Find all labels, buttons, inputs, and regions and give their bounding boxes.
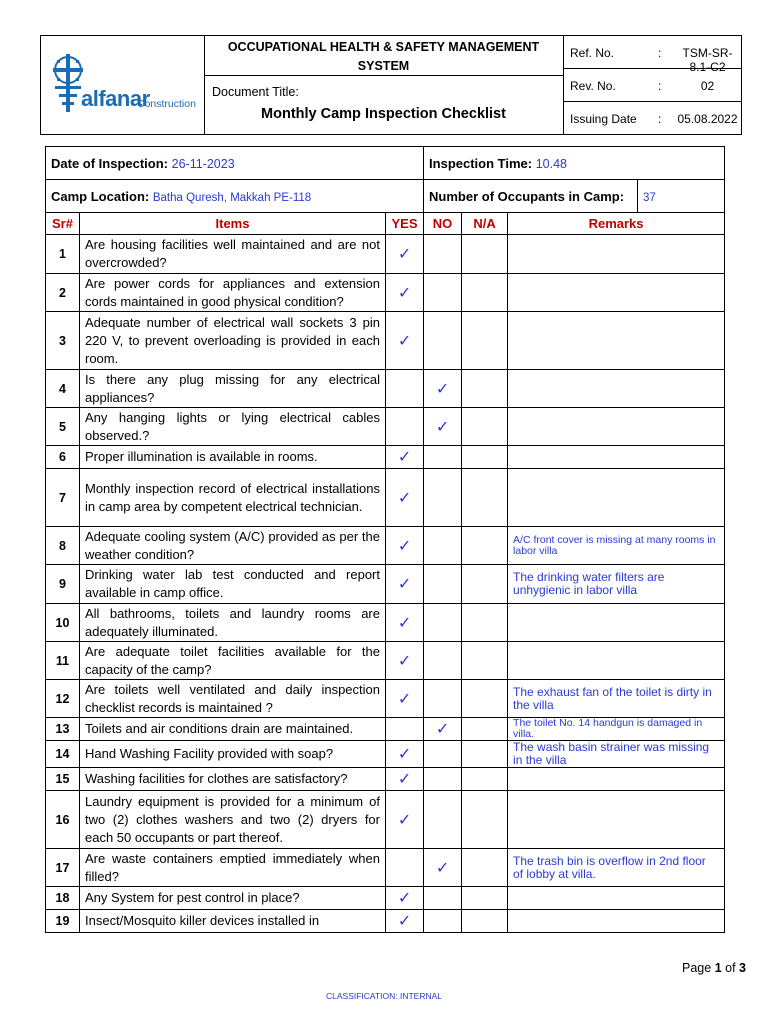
header-sr: Sr# xyxy=(46,213,80,235)
answer-yes-cell[interactable] xyxy=(386,235,424,274)
header-yes: YES xyxy=(386,213,424,235)
occupants-value[interactable]: 37 xyxy=(643,191,656,204)
inspection-time-cell xyxy=(424,147,725,180)
row-remark[interactable] xyxy=(508,446,725,469)
table-row xyxy=(46,235,725,274)
camp-location-row xyxy=(46,180,725,213)
answer-yes-cell[interactable] xyxy=(386,768,424,791)
answer-na-cell[interactable] xyxy=(462,274,508,312)
table-row xyxy=(46,527,725,565)
answer-na-cell[interactable] xyxy=(462,446,508,469)
row-remark[interactable]: A/C front cover is missing at many rooms in labor villa xyxy=(508,527,725,565)
answer-no-cell[interactable] xyxy=(424,741,462,768)
header-remarks: Remarks xyxy=(508,213,725,235)
page-current: 1 xyxy=(714,961,722,975)
answer-no-cell[interactable] xyxy=(424,791,462,849)
answer-na-cell[interactable] xyxy=(462,849,508,887)
checkmark-icon: ✓ xyxy=(397,690,412,708)
row-number: 12 xyxy=(46,680,80,718)
document-title: Monthly Camp Inspection Checklist xyxy=(261,106,506,122)
checkmark-icon: ✓ xyxy=(435,380,450,398)
row-item-text: Adequate number of electrical wall sockets 3 pin 220 V, to prevent overloading is provided in each room. xyxy=(80,312,386,370)
row-remark[interactable] xyxy=(508,604,725,642)
row-remark[interactable] xyxy=(508,791,725,849)
logo-wordmark: alfanar xyxy=(81,86,150,111)
row-number: 11 xyxy=(46,642,80,680)
row-remark[interactable] xyxy=(508,312,725,370)
table-row xyxy=(46,565,725,604)
row-number: 7 xyxy=(46,469,80,527)
answer-no-cell[interactable] xyxy=(424,235,462,274)
table-row xyxy=(46,446,725,469)
answer-yes-cell[interactable] xyxy=(386,887,424,910)
answer-na-cell[interactable] xyxy=(462,718,508,741)
checkmark-icon: ✓ xyxy=(435,859,450,877)
checkmark-icon: ✓ xyxy=(397,746,412,763)
header-items: Items xyxy=(80,213,386,235)
page-of: of xyxy=(725,961,736,975)
answer-na-cell[interactable] xyxy=(462,768,508,791)
answer-yes-cell[interactable] xyxy=(386,791,424,849)
row-number: 4 xyxy=(46,370,80,408)
rev-no-label: Rev. No. xyxy=(570,79,616,93)
row-item-text: Are toilets well ventilated and daily inspection checklist records is maintained ? xyxy=(80,680,386,718)
checkmark-icon: ✓ xyxy=(397,449,412,466)
answer-yes-cell[interactable] xyxy=(386,446,424,469)
checkmark-icon: ✓ xyxy=(435,721,450,738)
row-number: 17 xyxy=(46,849,80,887)
checkmark-icon: ✓ xyxy=(435,418,450,436)
answer-no-cell[interactable] xyxy=(424,849,462,887)
row-item-text: Monthly inspection record of electrical installations in camp area by competent electrical technician. xyxy=(80,469,386,527)
answer-yes-cell[interactable] xyxy=(386,604,424,642)
row-item-text: Washing facilities for clothes are satisfactory? xyxy=(80,768,386,791)
classification-label: CLASSIFICATION: INTERNAL xyxy=(325,991,443,1001)
answer-yes-cell[interactable] xyxy=(386,274,424,312)
answer-no-cell[interactable] xyxy=(424,446,462,469)
table-header-row xyxy=(46,213,725,235)
row-number: 3 xyxy=(46,312,80,370)
ref-no-value: TSM-SR-8.1-C2 xyxy=(682,46,733,74)
checkmark-icon: ✓ xyxy=(397,614,412,632)
row-number: 19 xyxy=(46,910,80,933)
row-number: 9 xyxy=(46,565,80,604)
table-row xyxy=(46,604,725,642)
checkmark-icon: ✓ xyxy=(397,576,412,593)
answer-no-cell[interactable] xyxy=(424,274,462,312)
table-row xyxy=(46,642,725,680)
answer-na-cell[interactable] xyxy=(462,565,508,604)
rev-no-row xyxy=(564,69,741,102)
answer-na-cell[interactable] xyxy=(462,312,508,370)
row-item-text: Hand Washing Facility provided with soap? xyxy=(80,741,386,768)
checkmark-icon: ✓ xyxy=(397,332,412,350)
header-na: N/A xyxy=(462,213,508,235)
table-row xyxy=(46,741,725,768)
checkmark-icon: ✓ xyxy=(397,537,412,555)
answer-yes-cell[interactable] xyxy=(386,312,424,370)
row-remark[interactable] xyxy=(508,887,725,910)
table-row xyxy=(46,910,725,933)
answer-no-cell[interactable] xyxy=(424,910,462,933)
occupants-value-cell xyxy=(638,180,725,213)
row-item-text: Are waste containers emptied immediately when filled? xyxy=(80,849,386,887)
row-number: 1 xyxy=(46,235,80,274)
checkmark-icon: ✓ xyxy=(397,890,412,907)
checkmark-icon: ✓ xyxy=(397,771,412,788)
row-item-text: Proper illumination is available in rooms. xyxy=(80,446,386,469)
row-item-text: All bathrooms, toilets and laundry rooms are adequately illuminated. xyxy=(80,604,386,642)
checkmark-icon: ✓ xyxy=(397,913,412,930)
occupants-label-cell xyxy=(424,180,638,213)
answer-na-cell[interactable] xyxy=(462,741,508,768)
table-row xyxy=(46,768,725,791)
system-title: OCCUPATIONAL HEALTH & SAFETY MANAGEMENT SYSTEM xyxy=(204,36,564,76)
answer-na-cell[interactable] xyxy=(462,370,508,408)
answer-na-cell[interactable] xyxy=(462,910,508,933)
checkmark-icon: ✓ xyxy=(397,811,412,829)
row-number: 2 xyxy=(46,274,80,312)
row-remark[interactable]: The drinking water filters are unhygienic in labor villa xyxy=(508,565,725,604)
row-number: 8 xyxy=(46,527,80,565)
inspection-time-value[interactable]: 10.48 xyxy=(535,156,567,171)
row-item-text: Adequate cooling system (A/C) provided as per the weather condition? xyxy=(80,527,386,565)
answer-no-cell[interactable] xyxy=(424,469,462,527)
answer-na-cell[interactable] xyxy=(462,408,508,446)
row-number: 6 xyxy=(46,446,80,469)
checkmark-icon: ✓ xyxy=(397,284,412,302)
table-row xyxy=(46,718,725,741)
inspection-date-value[interactable]: 26-11-2023 xyxy=(171,156,235,171)
document-title-label: Document Title: xyxy=(212,85,299,99)
answer-no-cell[interactable] xyxy=(424,527,462,565)
answer-na-cell[interactable] xyxy=(462,235,508,274)
answer-na-cell[interactable] xyxy=(462,527,508,565)
row-remark[interactable] xyxy=(508,910,725,933)
row-remark[interactable] xyxy=(508,768,725,791)
row-item-text: Any System for pest control in place? xyxy=(80,887,386,910)
row-item-text: Toilets and air conditions drain are maintained. xyxy=(80,718,386,741)
issuing-date-value: 05.08.2022 xyxy=(677,112,738,126)
row-remark[interactable]: The exhaust fan of the toilet is dirty in the villa xyxy=(508,680,725,718)
inspection-checklist-table xyxy=(45,146,725,933)
answer-no-cell[interactable] xyxy=(424,408,462,446)
answer-na-cell[interactable] xyxy=(462,604,508,642)
row-item-text: Insect/Mosquito killer devices installed in xyxy=(80,910,386,933)
rev-no-value: 02 xyxy=(700,79,715,93)
document-title-cell xyxy=(204,76,564,134)
ref-no-label: Ref. No. xyxy=(570,46,615,60)
alfanar-logo-icon xyxy=(53,54,83,112)
camp-location-cell xyxy=(46,180,424,213)
header-no: NO xyxy=(424,213,462,235)
row-number: 18 xyxy=(46,887,80,910)
answer-no-cell[interactable] xyxy=(424,768,462,791)
issuing-date-label: Issuing Date xyxy=(570,112,637,126)
answer-yes-cell[interactable] xyxy=(386,849,424,887)
answer-yes-cell[interactable] xyxy=(386,741,424,768)
table-row xyxy=(46,887,725,910)
answer-na-cell[interactable] xyxy=(462,642,508,680)
row-number: 15 xyxy=(46,768,80,791)
answer-yes-cell[interactable] xyxy=(386,408,424,446)
answer-na-cell[interactable] xyxy=(462,469,508,527)
logo-subtext: Construction xyxy=(137,98,196,110)
logo-cell xyxy=(41,36,205,134)
row-remark[interactable]: The toilet No. 14 handgun is damaged in villa. xyxy=(508,718,725,741)
camp-location-label: Camp Location: xyxy=(51,188,150,204)
row-remark[interactable] xyxy=(508,274,725,312)
document-header xyxy=(40,35,742,135)
answer-na-cell[interactable] xyxy=(462,887,508,910)
answer-no-cell[interactable] xyxy=(424,312,462,370)
answer-no-cell[interactable] xyxy=(424,604,462,642)
answer-yes-cell[interactable] xyxy=(386,527,424,565)
checkmark-icon: ✓ xyxy=(397,489,412,507)
answer-na-cell[interactable] xyxy=(462,680,508,718)
row-item-text: Laundry equipment is provided for a minimum of two (2) clothes washers and two (2) dryers for each 50 occupants or part thereof. xyxy=(80,791,386,849)
row-remark[interactable] xyxy=(508,408,725,446)
answer-no-cell[interactable] xyxy=(424,680,462,718)
row-number: 5 xyxy=(46,408,80,446)
table-row xyxy=(46,469,725,527)
checkmark-icon: ✓ xyxy=(397,246,412,263)
row-remark[interactable]: The trash bin is overflow in 2nd floor of lobby at villa. xyxy=(508,849,725,887)
occupants-label: Number of Occupants in Camp: xyxy=(429,188,625,204)
row-number: 13 xyxy=(46,718,80,741)
answer-yes-cell[interactable] xyxy=(386,718,424,741)
row-item-text: Are power cords for appliances and extension cords maintained in good physical condition? xyxy=(80,274,386,312)
row-item-text: Is there any plug missing for any electrical appliances? xyxy=(80,370,386,408)
ref-no-row xyxy=(564,36,741,74)
answer-yes-cell[interactable] xyxy=(386,680,424,718)
row-number: 14 xyxy=(46,741,80,768)
row-number: 16 xyxy=(46,791,80,849)
answer-yes-cell[interactable] xyxy=(386,370,424,408)
page-prefix: Page xyxy=(682,961,712,975)
row-remark[interactable] xyxy=(508,642,725,680)
table-row xyxy=(46,408,725,446)
row-item-text: Any hanging lights or lying electrical cables observed.? xyxy=(80,408,386,446)
table-row xyxy=(46,274,725,312)
table-row xyxy=(46,312,725,370)
row-item-text: Are adequate toilet facilities available for the capacity of the camp? xyxy=(80,642,386,680)
table-row xyxy=(46,791,725,849)
inspection-date-label: Date of Inspection: xyxy=(51,155,169,171)
inspection-date-row xyxy=(46,147,725,180)
page-total: 3 xyxy=(739,961,746,975)
inspection-time-label: Inspection Time: xyxy=(429,155,533,171)
answer-no-cell[interactable] xyxy=(424,642,462,680)
row-number: 10 xyxy=(46,604,80,642)
table-row xyxy=(46,680,725,718)
camp-location-value[interactable]: Batha Quresh, Makkah PE-118 xyxy=(152,191,312,204)
answer-yes-cell[interactable] xyxy=(386,910,424,933)
inspection-date-cell xyxy=(46,147,424,180)
rev-no-colon: : xyxy=(658,79,662,93)
table-row xyxy=(46,849,725,887)
issuing-date-row xyxy=(564,102,741,134)
ref-no-colon: : xyxy=(658,46,662,60)
row-remark[interactable]: The wash basin strainer was missing in the villa xyxy=(508,741,725,768)
row-item-text: Are housing facilities well maintained and are not overcrowded? xyxy=(80,235,386,274)
row-item-text: Drinking water lab test conducted and report available in camp office. xyxy=(80,565,386,604)
answer-na-cell[interactable] xyxy=(462,791,508,849)
issuing-date-colon: : xyxy=(658,112,662,126)
answer-yes-cell[interactable] xyxy=(386,469,424,527)
answer-no-cell[interactable] xyxy=(424,565,462,604)
checkmark-icon: ✓ xyxy=(397,652,412,670)
answer-yes-cell[interactable] xyxy=(386,565,424,604)
page-number xyxy=(682,961,746,975)
row-remark[interactable] xyxy=(508,370,725,408)
answer-no-cell[interactable] xyxy=(424,370,462,408)
row-remark[interactable] xyxy=(508,235,725,274)
row-remark[interactable] xyxy=(508,469,725,527)
table-row xyxy=(46,370,725,408)
answer-yes-cell[interactable] xyxy=(386,642,424,680)
answer-no-cell[interactable] xyxy=(424,718,462,741)
answer-no-cell[interactable] xyxy=(424,887,462,910)
